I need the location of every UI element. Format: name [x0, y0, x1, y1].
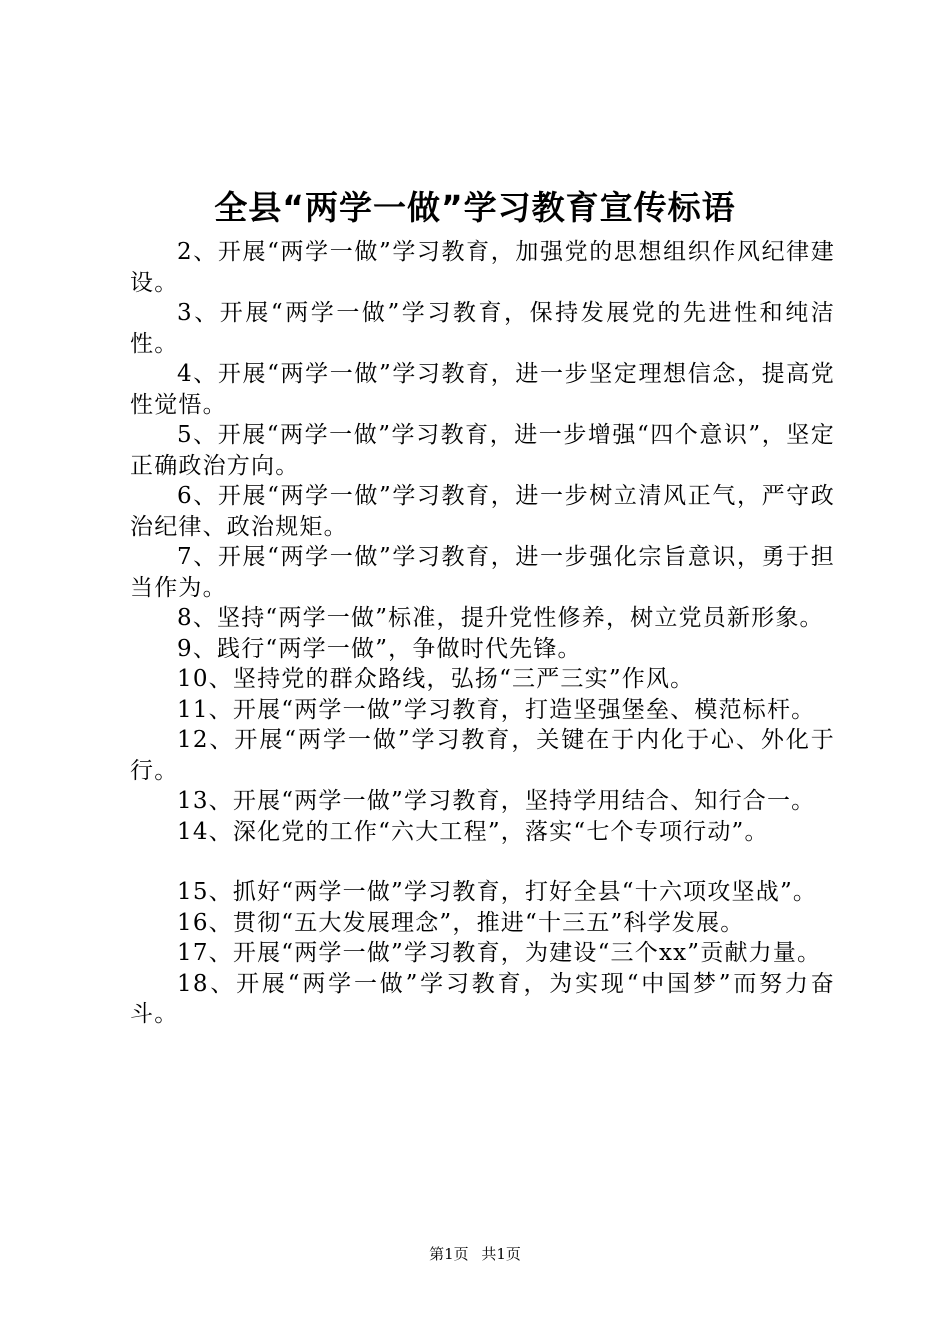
- slogan-item: 3、开展“两学一做”学习教育，保持发展党的先进性和纯洁性。: [130, 300, 835, 357]
- slogan-item: 4、开展“两学一做”学习教育，进一步坚定理想信念，提高党性觉悟。: [130, 361, 835, 418]
- slogan-item: 8、坚持“两学一做”标准，提升党性修养，树立党员新形象。: [177, 605, 824, 631]
- slogan-list: [130, 237, 835, 1030]
- slogan-item: 15、抓好“两学一做”学习教育，打好全县“十六项攻坚战”。: [177, 879, 818, 905]
- slogan-item: 16、贯彻“五大发展理念”，推进“十三五”科学发展。: [177, 909, 745, 936]
- slogan-item: 12、开展“两学一做”学习教育，关键在于内化于心、外化于行。: [130, 727, 835, 784]
- slogan-item: 9、践行“两学一做”，争做时代先锋。: [177, 635, 582, 662]
- page-total: 共1页: [481, 1245, 521, 1263]
- document-title: 全县“两学一做”学习教育宣传标语: [214, 188, 736, 227]
- slogan-item: 14、深化党的工作“六大工程”，落实“七个专项行动”。: [177, 818, 769, 845]
- slogan-item: 17、开展“两学一做”学习教育，为建设“三个xx”贡献力量。: [177, 940, 822, 966]
- slogan-item: 13、开展“两学一做”学习教育，坚持学用结合、知行合一。: [177, 788, 816, 814]
- page-footer: [0, 1244, 950, 1264]
- slogan-item: 18、开展“两学一做”学习教育，为实现“中国梦”而努力奋斗。: [130, 970, 835, 1027]
- slogan-item: 5、开展“两学一做”学习教育，进一步增强“四个意识”，坚定正确政治方向。: [130, 422, 835, 479]
- slogan-item: 10、坚持党的群众路线，弘扬“三严三实”作风。: [177, 666, 695, 692]
- slogan-item: 7、开展“两学一做”学习教育，进一步强化宗旨意识，勇于担当作为。: [130, 544, 835, 601]
- slogan-item: 6、开展“两学一做”学习教育，进一步树立清风正气，严守政治纪律、政治规矩。: [130, 483, 835, 540]
- slogan-item: 2、开展“两学一做”学习教育，加强党的思想组织作风纪律建设。: [130, 239, 835, 296]
- slogan-item: 11、开展“两学一做”学习教育，打造坚强堡垒、模范标杆。: [177, 696, 816, 723]
- page-number: 第1页: [429, 1245, 469, 1263]
